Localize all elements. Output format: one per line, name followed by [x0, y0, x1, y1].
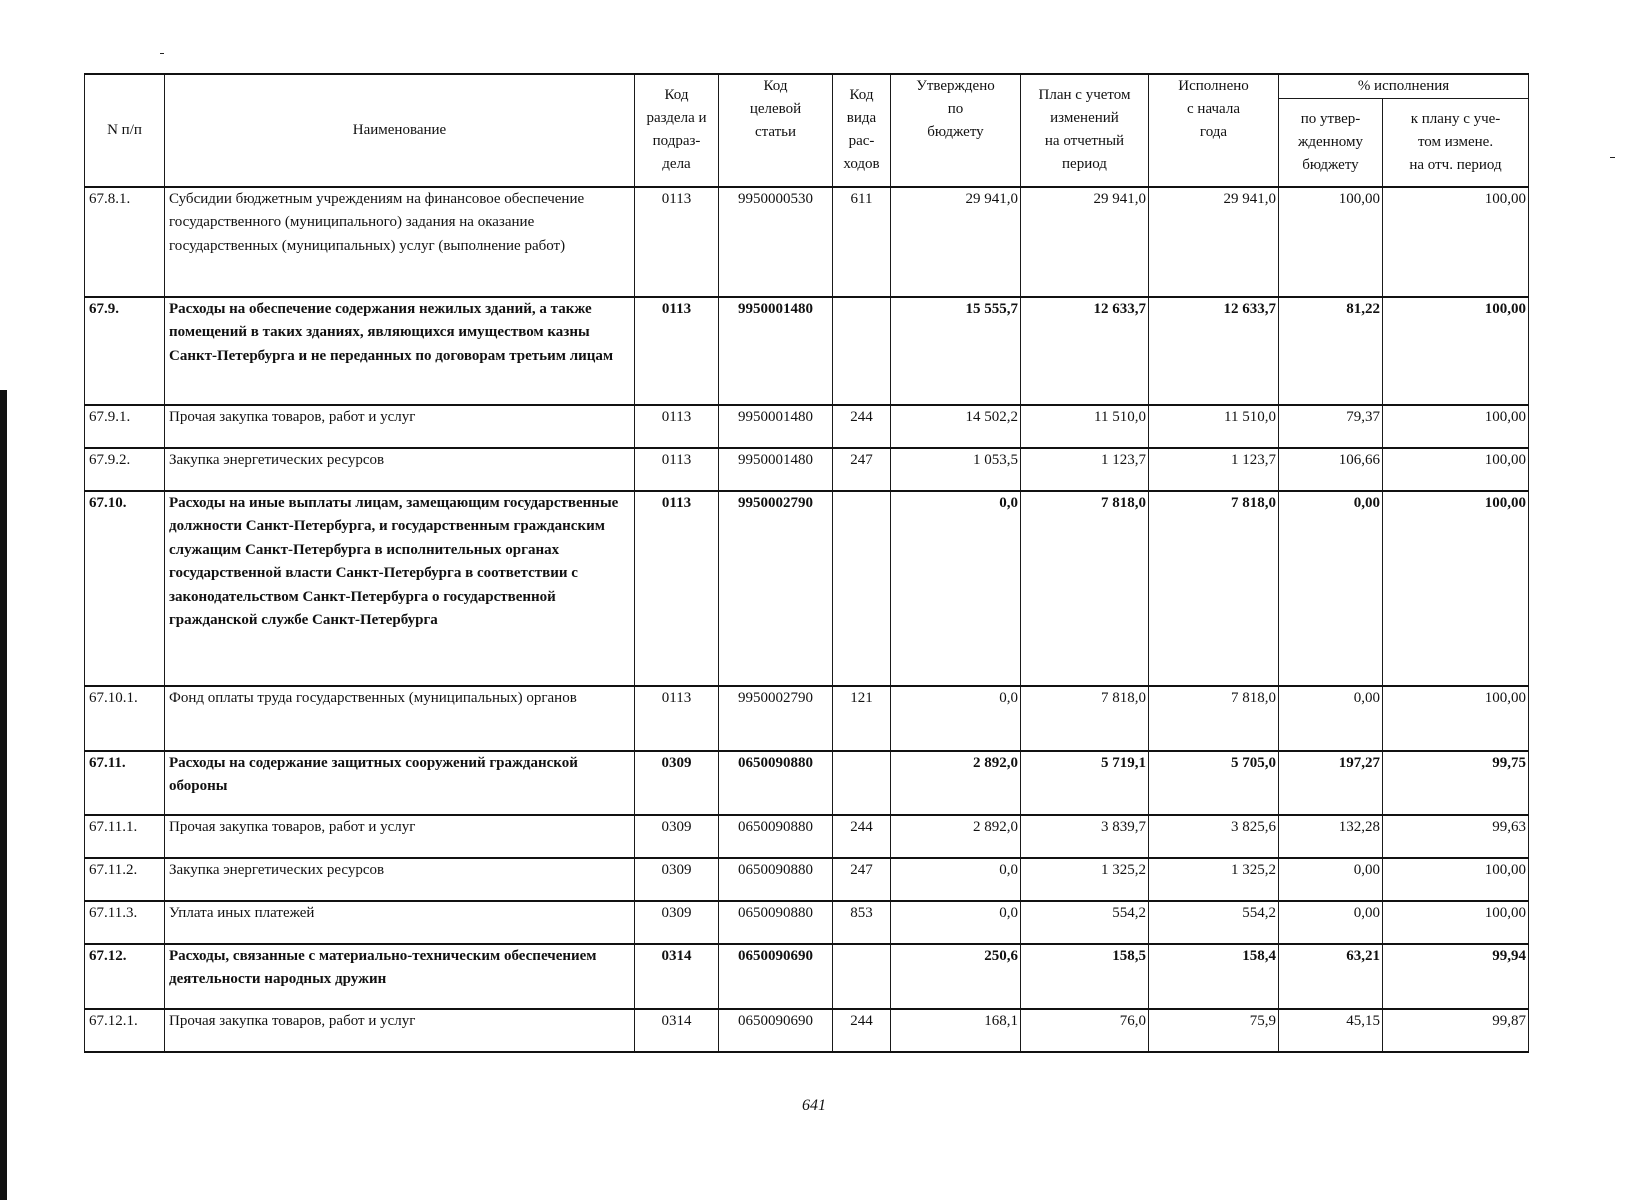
cell-plan: 29 941,0 — [1021, 187, 1149, 297]
cell-vid: 247 — [833, 858, 891, 901]
cell-num: 67.11.3. — [85, 901, 165, 944]
cell-name: Фонд оплаты труда государственных (муниципальных) органов — [165, 686, 635, 751]
cell-plan: 12 633,7 — [1021, 297, 1149, 405]
table-row — [85, 815, 1529, 858]
cell-statya: 0650090690 — [719, 1009, 833, 1052]
cell-pct-budget: 0,00 — [1279, 491, 1383, 686]
cell-ispolneno: 1 325,2 — [1149, 858, 1279, 901]
cell-statya: 0650090880 — [719, 751, 833, 815]
cell-pct-plan: 100,00 — [1383, 297, 1529, 405]
cell-razdel: 0314 — [635, 1009, 719, 1052]
header-vid: Код вида рас- ходов — [833, 74, 891, 187]
cell-razdel: 0113 — [635, 187, 719, 297]
cell-ispolneno: 29 941,0 — [1149, 187, 1279, 297]
cell-num: 67.9.1. — [85, 405, 165, 448]
cell-statya: 9950001480 — [719, 448, 833, 491]
cell-pct-budget: 197,27 — [1279, 751, 1383, 815]
header-num: N п/п — [85, 74, 165, 187]
cell-utverzhdeno: 2 892,0 — [891, 815, 1021, 858]
cell-vid: 244 — [833, 405, 891, 448]
table-row — [85, 1009, 1529, 1052]
header-utverzhdeno: Утверждено по бюджету — [891, 74, 1021, 187]
cell-razdel: 0113 — [635, 405, 719, 448]
cell-name: Расходы на обеспечение содержания нежилых зданий, а также помещений в таких зданиях, являющихся имуществом казны Санкт-Петербурга и не переданных по договорам третьим лицам — [165, 297, 635, 405]
page-number: 641 — [802, 1097, 826, 1114]
cell-utverzhdeno: 0,0 — [891, 901, 1021, 944]
scan-speck — [1610, 157, 1615, 158]
cell-vid — [833, 491, 891, 686]
cell-ispolneno: 12 633,7 — [1149, 297, 1279, 405]
cell-pct-budget: 79,37 — [1279, 405, 1383, 448]
cell-plan: 1 123,7 — [1021, 448, 1149, 491]
cell-num: 67.9.2. — [85, 448, 165, 491]
table-row — [85, 491, 1529, 686]
cell-num: 67.11.1. — [85, 815, 165, 858]
cell-pct-plan: 99,94 — [1383, 944, 1529, 1009]
table-body — [85, 187, 1529, 1052]
cell-pct-plan: 100,00 — [1383, 858, 1529, 901]
cell-num: 67.10. — [85, 491, 165, 686]
cell-plan: 7 818,0 — [1021, 686, 1149, 751]
cell-pct-plan: 100,00 — [1383, 187, 1529, 297]
cell-plan: 1 325,2 — [1021, 858, 1149, 901]
cell-ispolneno: 11 510,0 — [1149, 405, 1279, 448]
table-row — [85, 448, 1529, 491]
cell-utverzhdeno: 0,0 — [891, 686, 1021, 751]
table-row — [85, 901, 1529, 944]
cell-num: 67.11. — [85, 751, 165, 815]
table-row — [85, 858, 1529, 901]
cell-razdel: 0113 — [635, 686, 719, 751]
cell-num: 67.11.2. — [85, 858, 165, 901]
cell-vid — [833, 944, 891, 1009]
header-name: Наименование — [165, 74, 635, 187]
cell-ispolneno: 7 818,0 — [1149, 686, 1279, 751]
cell-plan: 3 839,7 — [1021, 815, 1149, 858]
header-ispolneno: Исполнено с начала года — [1149, 74, 1279, 187]
cell-pct-budget: 132,28 — [1279, 815, 1383, 858]
cell-vid — [833, 751, 891, 815]
cell-pct-budget: 100,00 — [1279, 187, 1383, 297]
cell-statya: 9950000530 — [719, 187, 833, 297]
cell-pct-plan: 100,00 — [1383, 901, 1529, 944]
cell-vid: 611 — [833, 187, 891, 297]
cell-pct-plan: 100,00 — [1383, 686, 1529, 751]
scan-edge-mark — [0, 390, 7, 1200]
cell-statya: 0650090690 — [719, 944, 833, 1009]
cell-pct-budget: 0,00 — [1279, 858, 1383, 901]
cell-plan: 158,5 — [1021, 944, 1149, 1009]
cell-name: Прочая закупка товаров, работ и услуг — [165, 1009, 635, 1052]
cell-num: 67.12. — [85, 944, 165, 1009]
scan-speck — [160, 53, 164, 54]
cell-vid: 244 — [833, 1009, 891, 1052]
header-statya: Код целевой статьи — [719, 74, 833, 187]
cell-pct-plan: 100,00 — [1383, 405, 1529, 448]
cell-num: 67.12.1. — [85, 1009, 165, 1052]
cell-razdel: 0309 — [635, 858, 719, 901]
cell-utverzhdeno: 0,0 — [891, 858, 1021, 901]
cell-name: Расходы, связанные с материально-техническим обеспечением деятельности народных дружин — [165, 944, 635, 1009]
cell-statya: 9950002790 — [719, 491, 833, 686]
cell-vid: 121 — [833, 686, 891, 751]
header-pct-plan: к плану с уче- том измене. на отч. период — [1383, 99, 1529, 187]
cell-vid: 247 — [833, 448, 891, 491]
cell-plan: 76,0 — [1021, 1009, 1149, 1052]
cell-pct-plan: 100,00 — [1383, 448, 1529, 491]
cell-vid: 853 — [833, 901, 891, 944]
cell-statya: 0650090880 — [719, 858, 833, 901]
cell-statya: 0650090880 — [719, 901, 833, 944]
cell-num: 67.9. — [85, 297, 165, 405]
cell-razdel: 0309 — [635, 901, 719, 944]
cell-utverzhdeno: 29 941,0 — [891, 187, 1021, 297]
cell-razdel: 0113 — [635, 297, 719, 405]
table-row — [85, 405, 1529, 448]
cell-name: Расходы на содержание защитных сооружений гражданской обороны — [165, 751, 635, 815]
table-row — [85, 751, 1529, 815]
header-razdel: Код раздела и подраз- дела — [635, 74, 719, 187]
table-row — [85, 297, 1529, 405]
cell-ispolneno: 7 818,0 — [1149, 491, 1279, 686]
cell-pct-budget: 63,21 — [1279, 944, 1383, 1009]
cell-num: 67.10.1. — [85, 686, 165, 751]
cell-razdel: 0314 — [635, 944, 719, 1009]
cell-name: Уплата иных платежей — [165, 901, 635, 944]
cell-name: Расходы на иные выплаты лицам, замещающим государственные должности Санкт-Петербурга, и государственным гражданским служащим Санкт-Петербурга в исполнительных органах государственной власти Санкт-Петербурга в соответствии с законодательством Санкт-Петербурга о государственной гражданской службе Санкт-Петербурга — [165, 491, 635, 686]
cell-pct-plan: 100,00 — [1383, 491, 1529, 686]
cell-statya: 0650090880 — [719, 815, 833, 858]
table-row — [85, 187, 1529, 297]
cell-name: Закупка энергетических ресурсов — [165, 448, 635, 491]
cell-utverzhdeno: 14 502,2 — [891, 405, 1021, 448]
table-row — [85, 686, 1529, 751]
cell-statya: 9950002790 — [719, 686, 833, 751]
cell-plan: 11 510,0 — [1021, 405, 1149, 448]
cell-utverzhdeno: 15 555,7 — [891, 297, 1021, 405]
cell-pct-budget: 81,22 — [1279, 297, 1383, 405]
cell-utverzhdeno: 168,1 — [891, 1009, 1021, 1052]
cell-utverzhdeno: 1 053,5 — [891, 448, 1021, 491]
cell-ispolneno: 158,4 — [1149, 944, 1279, 1009]
cell-pct-budget: 45,15 — [1279, 1009, 1383, 1052]
cell-num: 67.8.1. — [85, 187, 165, 297]
cell-plan: 5 719,1 — [1021, 751, 1149, 815]
cell-pct-budget: 106,66 — [1279, 448, 1383, 491]
cell-pct-plan: 99,75 — [1383, 751, 1529, 815]
cell-razdel: 0113 — [635, 491, 719, 686]
cell-utverzhdeno: 250,6 — [891, 944, 1021, 1009]
header-pct-budget: по утвер- жденному бюджету — [1279, 99, 1383, 187]
cell-name: Прочая закупка товаров, работ и услуг — [165, 405, 635, 448]
cell-ispolneno: 1 123,7 — [1149, 448, 1279, 491]
cell-vid — [833, 297, 891, 405]
cell-name: Закупка энергетических ресурсов — [165, 858, 635, 901]
cell-statya: 9950001480 — [719, 405, 833, 448]
cell-utverzhdeno: 2 892,0 — [891, 751, 1021, 815]
cell-utverzhdeno: 0,0 — [891, 491, 1021, 686]
cell-ispolneno: 5 705,0 — [1149, 751, 1279, 815]
cell-ispolneno: 75,9 — [1149, 1009, 1279, 1052]
cell-razdel: 0309 — [635, 751, 719, 815]
cell-ispolneno: 3 825,6 — [1149, 815, 1279, 858]
cell-pct-plan: 99,87 — [1383, 1009, 1529, 1052]
cell-razdel: 0113 — [635, 448, 719, 491]
header-plan: План с учетом изменений на отчетный период — [1021, 74, 1149, 187]
cell-statya: 9950001480 — [719, 297, 833, 405]
header-pct-group: % исполнения — [1279, 74, 1529, 99]
cell-pct-plan: 99,63 — [1383, 815, 1529, 858]
cell-name: Субсидии бюджетным учреждениям на финансовое обеспечение государственного (муниципального) задания на оказание государственных (муниципальных) услуг (выполнение работ) — [165, 187, 635, 297]
cell-vid: 244 — [833, 815, 891, 858]
cell-razdel: 0309 — [635, 815, 719, 858]
cell-plan: 554,2 — [1021, 901, 1149, 944]
budget-table — [84, 73, 1529, 1053]
cell-pct-budget: 0,00 — [1279, 686, 1383, 751]
cell-pct-budget: 0,00 — [1279, 901, 1383, 944]
table-row — [85, 944, 1529, 1009]
cell-name: Прочая закупка товаров, работ и услуг — [165, 815, 635, 858]
cell-plan: 7 818,0 — [1021, 491, 1149, 686]
cell-ispolneno: 554,2 — [1149, 901, 1279, 944]
